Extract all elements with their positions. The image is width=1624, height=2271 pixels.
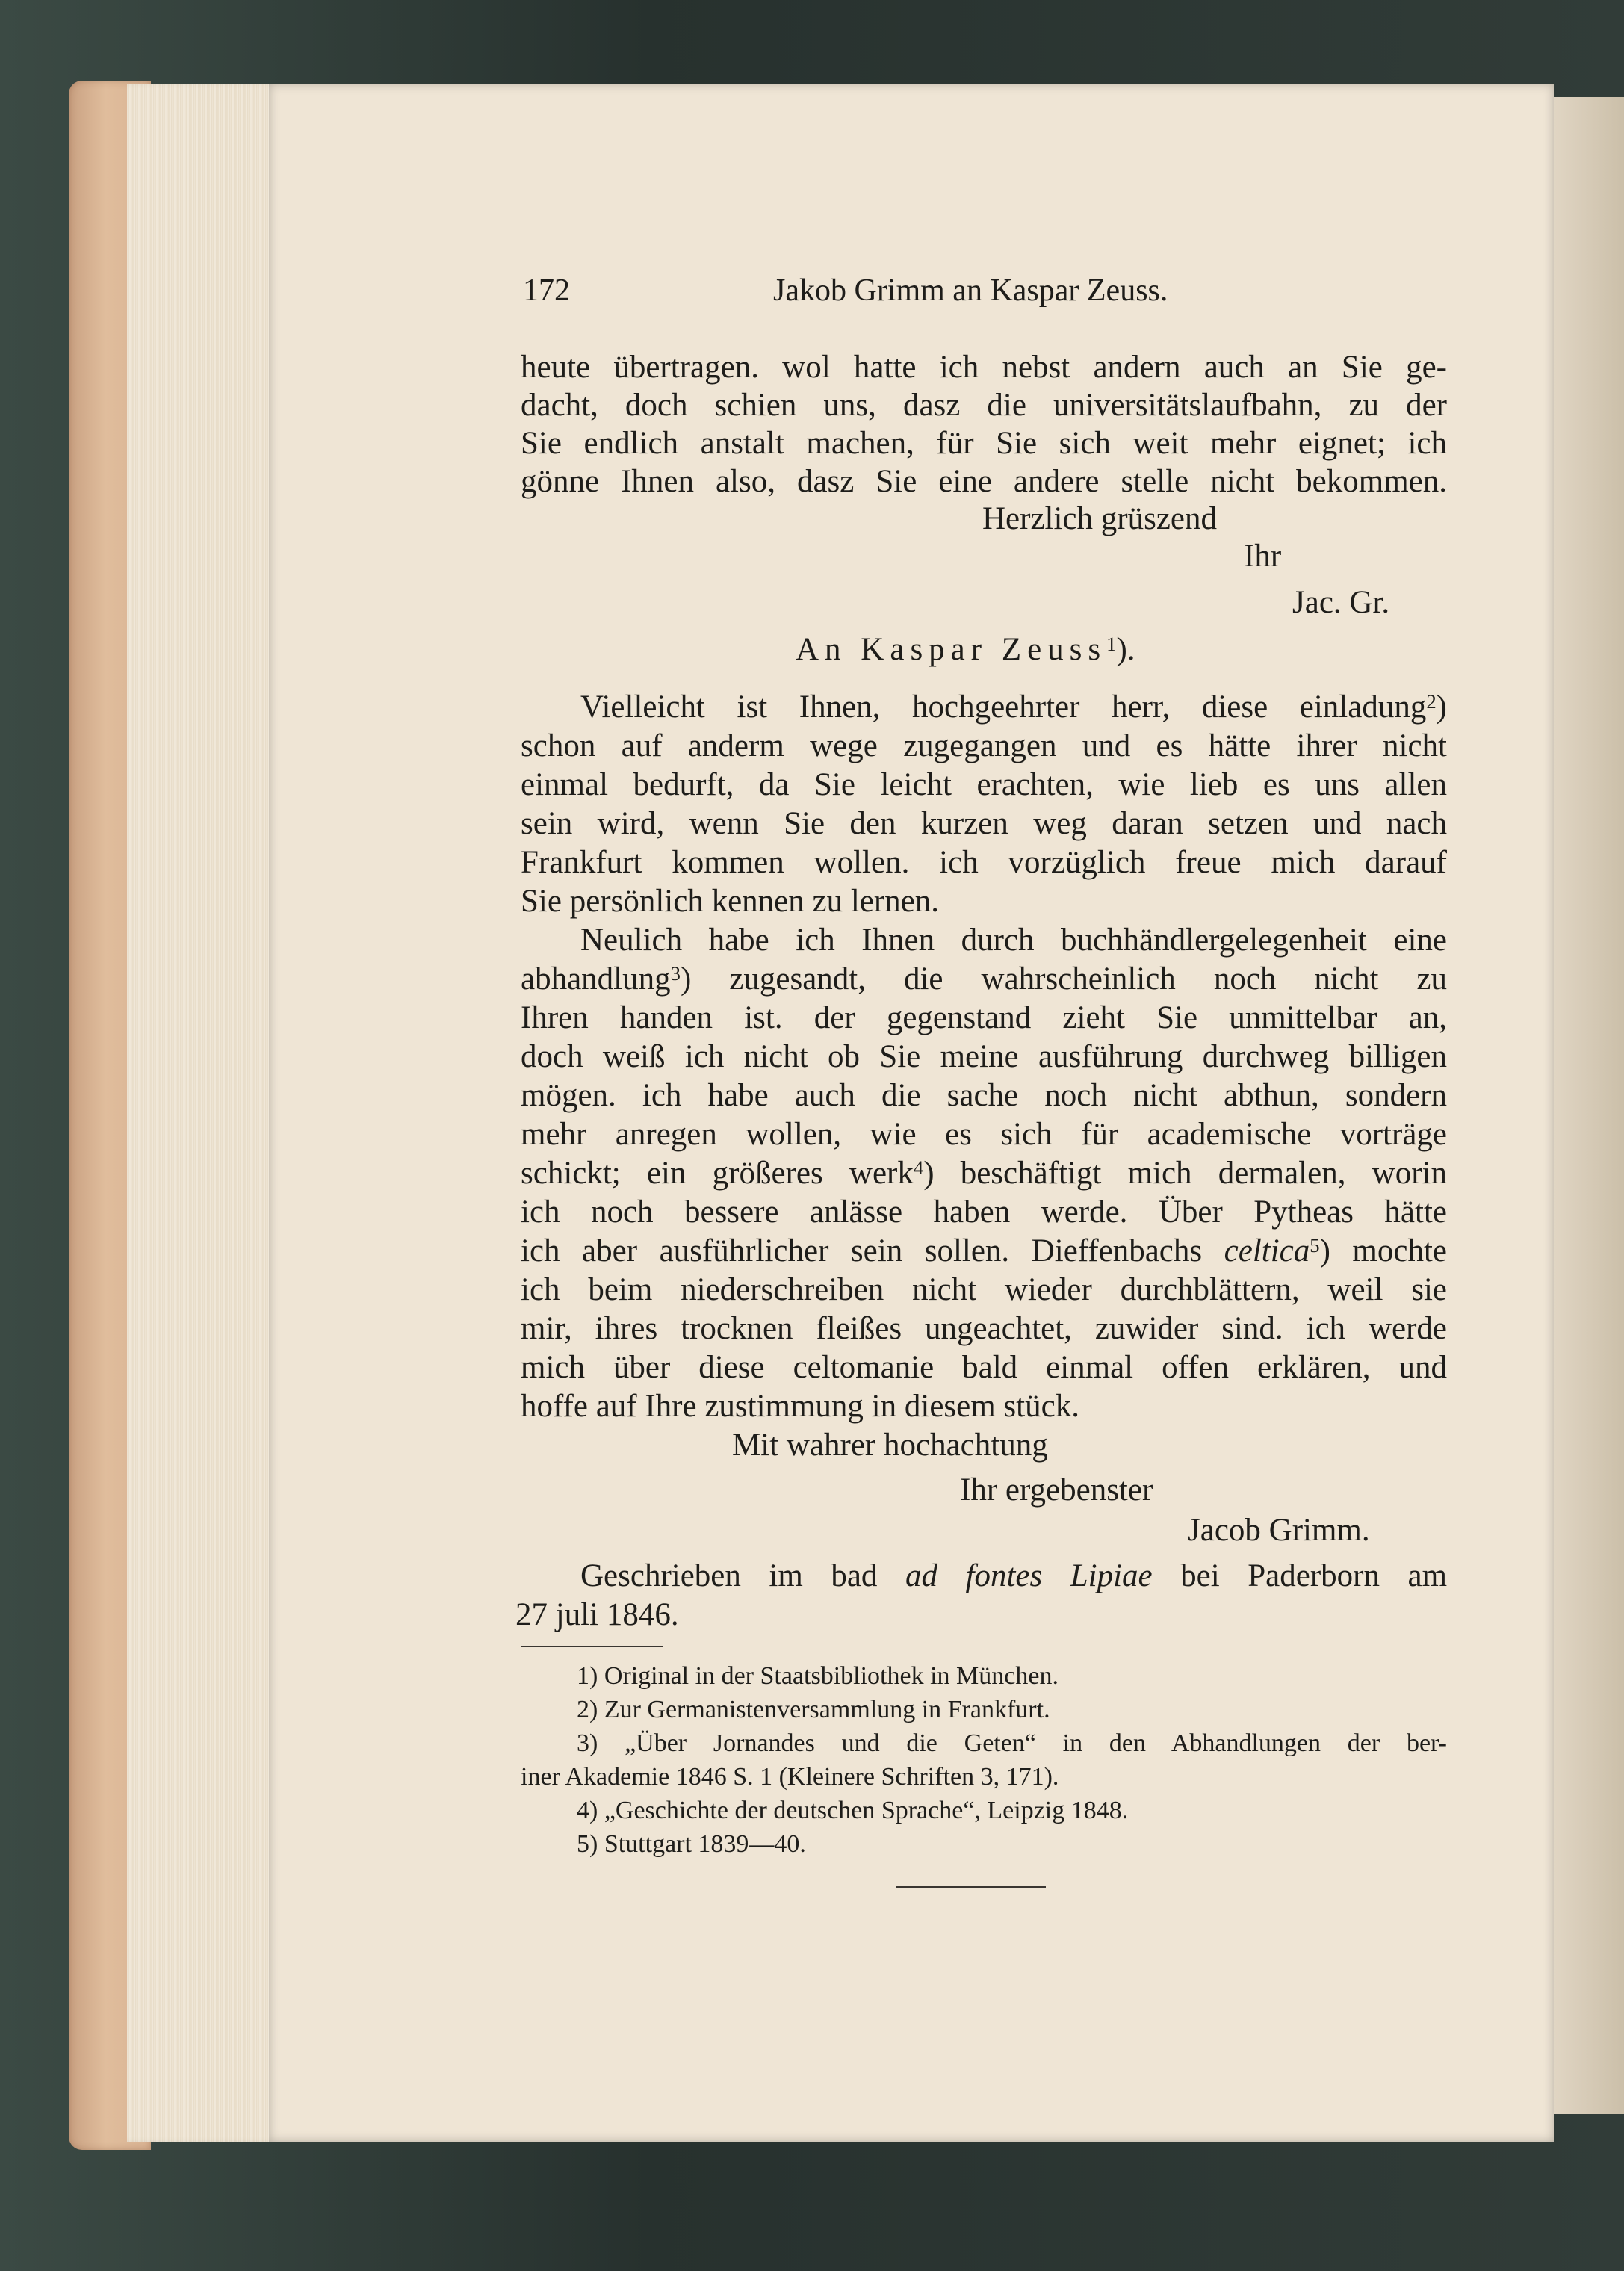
text-line: ich noch bessere anlässe haben werde. Über Pytheas hätte [521, 1195, 1447, 1230]
page-number: 172 [523, 273, 570, 308]
text-span: bei Paderborn am [1152, 1558, 1448, 1593]
closing-ihr: Ihr ergebenster [960, 1472, 1153, 1508]
text-span: ich aber ausführlicher sein sollen. Dieffenbachs [521, 1233, 1224, 1268]
text-line: Neulich habe ich Ihnen durch buchhändlergelegenheit eine [580, 923, 1447, 958]
letter-heading [796, 633, 1135, 666]
text-line [521, 691, 1447, 723]
running-title: Jakob Grimm an Kaspar Zeuss. [773, 273, 1168, 308]
footnote-ref: 2 [1426, 690, 1437, 713]
text-line: doch weiß ich nicht ob Sie meine ausführung durchweg billigen [521, 1039, 1447, 1074]
signature: Jac. Gr. [1292, 585, 1390, 620]
text-line: mich über diese celtomanie bald einmal offen erklären, und [521, 1350, 1447, 1385]
text-line: einmal bedurft, da Sie leicht erachten, wie lieb es uns allen [521, 767, 1447, 802]
footnote-ref: 1 [1106, 633, 1117, 656]
facing-page-edge [1552, 97, 1624, 2114]
text-span: ) [1436, 690, 1447, 725]
footnote: 2) Zur Germanistenversammlung in Frankfurt. [577, 1696, 1050, 1723]
end-rule [896, 1886, 1046, 1888]
text-line: sein wird, wenn Sie den kurzen weg daran setzen und nach [521, 806, 1447, 841]
footnote: 1) Original in der Staatsbibliothek in München. [577, 1662, 1059, 1690]
closing: Mit wahrer hochachtung [732, 1428, 1048, 1463]
text-line: heute übertragen. wol hatte ich nebst andern auch an Sie ge- [521, 350, 1447, 385]
text-span: Geschrieben im bad [580, 1558, 905, 1593]
text-span: ) beschäftigt mich dermalen, worin [923, 1156, 1447, 1191]
text-line: mehr anregen wollen, wie es sich für academische vorträge [521, 1117, 1447, 1152]
page-stack-edges [127, 84, 284, 2142]
text-line: hoffe auf Ihre zustimmung in diesem stück. [521, 1389, 1079, 1424]
footnote-rule [521, 1646, 663, 1647]
text-span: ) zugesandt, die wahrscheinlich noch nicht zu [680, 961, 1447, 997]
text-span: ) mochte [1319, 1233, 1447, 1268]
text-span: abhandlung [521, 961, 671, 997]
text-line: Sie persönlich kennen zu lernen. [521, 884, 940, 919]
text-line: mir, ihres trocknen fleißes ungeachtet, zuwider sind. ich werde [521, 1311, 1447, 1346]
footnote-ref: 3 [670, 962, 681, 985]
letter-heading-end: ). [1116, 632, 1135, 667]
closing-ihr: Ihr [1244, 539, 1282, 574]
letter-heading-text: An Kaspar Zeuss [796, 632, 1107, 667]
text-line: Sie endlich anstalt machen, für Sie sich weit mehr eignet; ich [521, 426, 1447, 461]
text-line: ich beim niederschreiben nicht wieder durchblättern, weil sie [521, 1272, 1447, 1307]
dateline [580, 1560, 1447, 1592]
text-line: mögen. ich habe auch die sache noch nicht abthun, sondern [521, 1078, 1447, 1113]
footnote-ref: 5 [1310, 1234, 1320, 1257]
text-line: schon auf anderm wege zugegangen und es hätte ihrer nicht [521, 728, 1447, 763]
italic-term: celtica [1224, 1233, 1310, 1268]
closing: Herzlich grüszend [982, 501, 1217, 536]
text-line: Ihren handen ist. der gegenstand zieht Sie unmittelbar an, [521, 1000, 1447, 1035]
text-line: Frankfurt kommen wollen. ich vorzüglich freue mich darauf [521, 845, 1447, 880]
footnote: iner Akademie 1846 S. 1 (Kleinere Schriften 3, 171). [521, 1763, 1059, 1791]
text-span: schickt; ein größeres werk [521, 1156, 914, 1191]
date: 27 juli 1846. [515, 1597, 679, 1632]
italic-place: ad fontes Lipiae [905, 1558, 1153, 1593]
signature: Jacob Grimm. [1188, 1513, 1370, 1548]
footnote-ref: 4 [913, 1156, 924, 1180]
footnote: 4) „Geschichte der deutschen Sprache“, Leipzig 1848. [577, 1797, 1129, 1824]
text-line: dacht, doch schien uns, dasz die universitätslaufbahn, zu der [521, 388, 1447, 423]
text-line [521, 1157, 1447, 1189]
footnote: 3) „Über Jornandes und die Geten“ in den Abhandlungen der ber- [577, 1729, 1447, 1757]
text-line: gönne Ihnen also, dasz Sie eine andere stelle nicht bekommen. [521, 464, 1447, 499]
footnote: 5) Stuttgart 1839—40. [577, 1830, 806, 1858]
text-line [521, 963, 1447, 995]
text-span: Vielleicht ist Ihnen, hochgeehrter herr, diese einladung [580, 690, 1427, 725]
text-line [521, 1235, 1447, 1267]
